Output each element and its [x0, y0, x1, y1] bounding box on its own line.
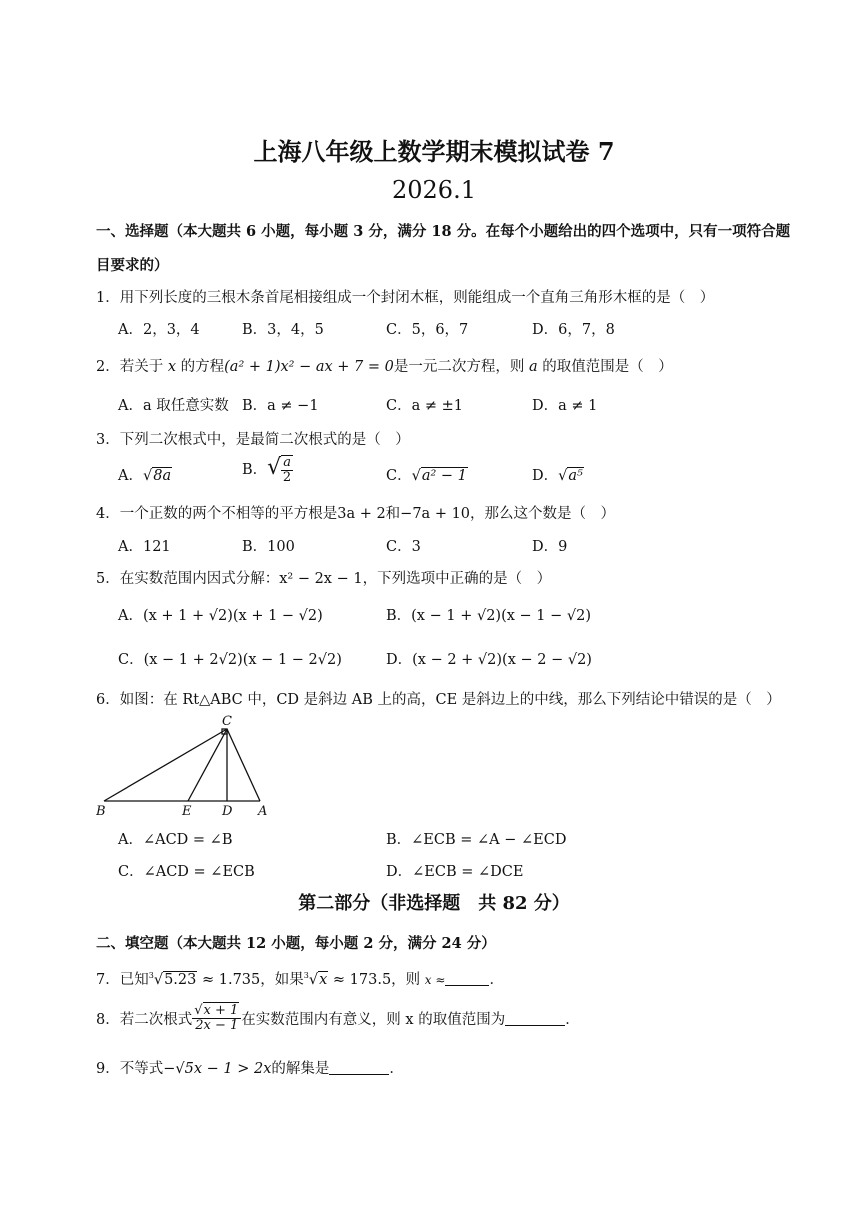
- q6-option-d: D．∠ECB = ∠DCE: [386, 864, 524, 880]
- triangle-diagram: [96, 715, 286, 820]
- q4-stem: 4．一个正数的两个不相等的平方根是3a + 2和−7a + 10，那么这个数是（ ）: [96, 506, 616, 522]
- q3-option-d-radicand: a⁵: [568, 468, 583, 484]
- q4-option-b: B．100: [242, 539, 295, 555]
- q2-stem-mid: 的方程: [176, 359, 225, 375]
- q5-option-b: B．(x − 1 + √2)(x − 1 − √2): [386, 608, 591, 624]
- label-e: E: [182, 804, 192, 819]
- q3-option-a-radicand: 8a: [153, 468, 172, 484]
- q7-mid1: ≈ 1.735，如果: [197, 972, 304, 988]
- q2-stem-suffix: 是一元二次方程，则: [393, 359, 529, 375]
- q8-denominator: 2x − 1: [195, 1018, 239, 1033]
- q5-option-a: A．(x + 1 + √2)(x + 1 − √2): [118, 608, 323, 624]
- page-title: 上海八年级上数学期末模拟试卷 7: [253, 137, 615, 166]
- q9-answer-blank[interactable]: [329, 1061, 389, 1075]
- q3-option-d: D．√a⁵: [532, 468, 583, 484]
- q5-stem: 5．在实数范围内因式分解：x² − 2x − 1，下列选项中正确的是（ ）: [96, 571, 552, 587]
- q9: [96, 1057, 404, 1078]
- section2-heading: 二、填空题（本大题共 12 小题，每小题 2 分，满分 24 分）: [96, 935, 496, 952]
- label-c: C: [222, 715, 232, 729]
- q9-prefix: 9．不等式: [96, 1061, 164, 1077]
- q7-end: ．: [489, 972, 504, 988]
- q7-cube-radicand-1: 5.23: [164, 972, 197, 988]
- q1-option-b: B．3，4，5: [242, 322, 324, 338]
- label-d: D: [222, 804, 233, 819]
- q5-option-c: C．(x − 1 + 2√2)(x − 1 − 2√2): [118, 652, 342, 668]
- q8-prefix: 8．若二次根式: [96, 1012, 193, 1028]
- q6-option-b: B．∠ECB = ∠A − ∠ECD: [386, 832, 567, 848]
- q7-cube-radicand-2: x: [319, 972, 328, 988]
- q2-var-x: x: [167, 359, 177, 375]
- q3-option-c-radicand: a² − 1: [421, 468, 467, 484]
- section1-heading-line1: 一、选择题（本大题共 6 小题，每小题 3 分，满分 18 分。在每个小题给出的四个选项中，只有一项符合题: [96, 223, 791, 240]
- segment-ca: [227, 729, 260, 801]
- q3-option-c-label: C．: [386, 468, 412, 484]
- q8-answer-blank[interactable]: [505, 1012, 565, 1026]
- part2-heading: 第二部分（非选择题 共 82 分）: [298, 893, 570, 914]
- q9-end: ．: [389, 1061, 404, 1077]
- q6-option-c: C．∠ACD = ∠ECB: [118, 864, 255, 880]
- q2-option-d: D．a ≠ 1: [532, 398, 598, 414]
- q2-option-a: A．a 取任意实数: [118, 398, 229, 414]
- q3-option-b-label: B．: [242, 462, 268, 478]
- q2-option-c: C．a ≠ ±1: [386, 398, 463, 414]
- q4-option-c: C．3: [386, 539, 421, 555]
- label-b: B: [96, 804, 106, 819]
- q2-var-a: a: [528, 359, 538, 375]
- q8-suffix: 在实数范围内有意义，则 x 的取值范围为: [241, 1012, 506, 1028]
- q1-option-a: A．2，3，4: [118, 322, 200, 338]
- q7-prefix: 7．已知: [96, 972, 149, 988]
- q1-option-c: C．5，6，7: [386, 322, 469, 338]
- q3-option-d-label: D．: [532, 468, 559, 484]
- q7-mid2: ≈ 173.5，则: [328, 972, 425, 988]
- q1-stem: 1．用下列长度的三根木条首尾相接组成一个封闭木框，则能组成一个直角三角形木框的是（ ）: [96, 290, 715, 306]
- q3-stem: 3．下列二次根式中，是最简二次根式的是（ ）: [96, 432, 410, 448]
- q8-end: ．: [565, 1012, 580, 1028]
- q1-option-d: D．6，7，8: [532, 322, 615, 338]
- q8-numerator: x + 1: [203, 1003, 239, 1018]
- q3-option-a-label: A．: [118, 468, 143, 484]
- q7-answer-blank[interactable]: [445, 972, 489, 986]
- q3-option-b-den: 2: [282, 470, 292, 485]
- q3-option-b: B．√ $\frac{a}{2}$: [242, 455, 292, 485]
- q6-option-a: A．∠ACD = ∠B: [118, 832, 233, 848]
- q9-inequality: −√5x − 1 > 2x: [163, 1061, 272, 1077]
- q6-stem: 6．如图：在 Rt△ABC 中，CD 是斜边 AB 上的高，CE 是斜边上的中线，那么下列结论中错误的是（ ）: [96, 692, 781, 708]
- section1-heading-line2: 目要求的）: [96, 257, 169, 274]
- exam-date: 2026.1: [392, 176, 476, 204]
- q4-option-a: A．121: [118, 539, 171, 555]
- q7-x-approx: x ≈: [424, 973, 446, 987]
- q2-stem-end: 的取值范围是（ ）: [537, 359, 673, 375]
- q4-option-d: D．9: [532, 539, 568, 555]
- segment-bc: [104, 729, 227, 801]
- q5-option-d: D．(x − 2 + √2)(x − 2 − √2): [386, 652, 592, 668]
- q3-option-c: C．√a² − 1: [386, 468, 467, 484]
- q8: 8．若二次根式 $\frac{√x + 1}{2x - 1}$ 在实数范围内有意义，则 x 的取值范围为 ．: [96, 1003, 580, 1033]
- q3-option-b-num: a: [283, 455, 291, 470]
- q2-stem: [96, 355, 673, 376]
- q3-option-a: A．√8a: [118, 468, 172, 484]
- q2-equation: (a² + 1)x² − ax + 7 = 0: [224, 359, 394, 375]
- q2-stem-prefix: 2．若关于: [96, 359, 168, 375]
- q2-option-b: B．a ≠ −1: [242, 398, 319, 414]
- label-a: A: [258, 804, 268, 819]
- q9-suffix: 的解集是: [271, 1061, 330, 1077]
- q7: 7．已知$^3$√5.23 ≈ 1.735，如果$^3$√x ≈ 173.5，则 x ≈ ．: [96, 971, 504, 988]
